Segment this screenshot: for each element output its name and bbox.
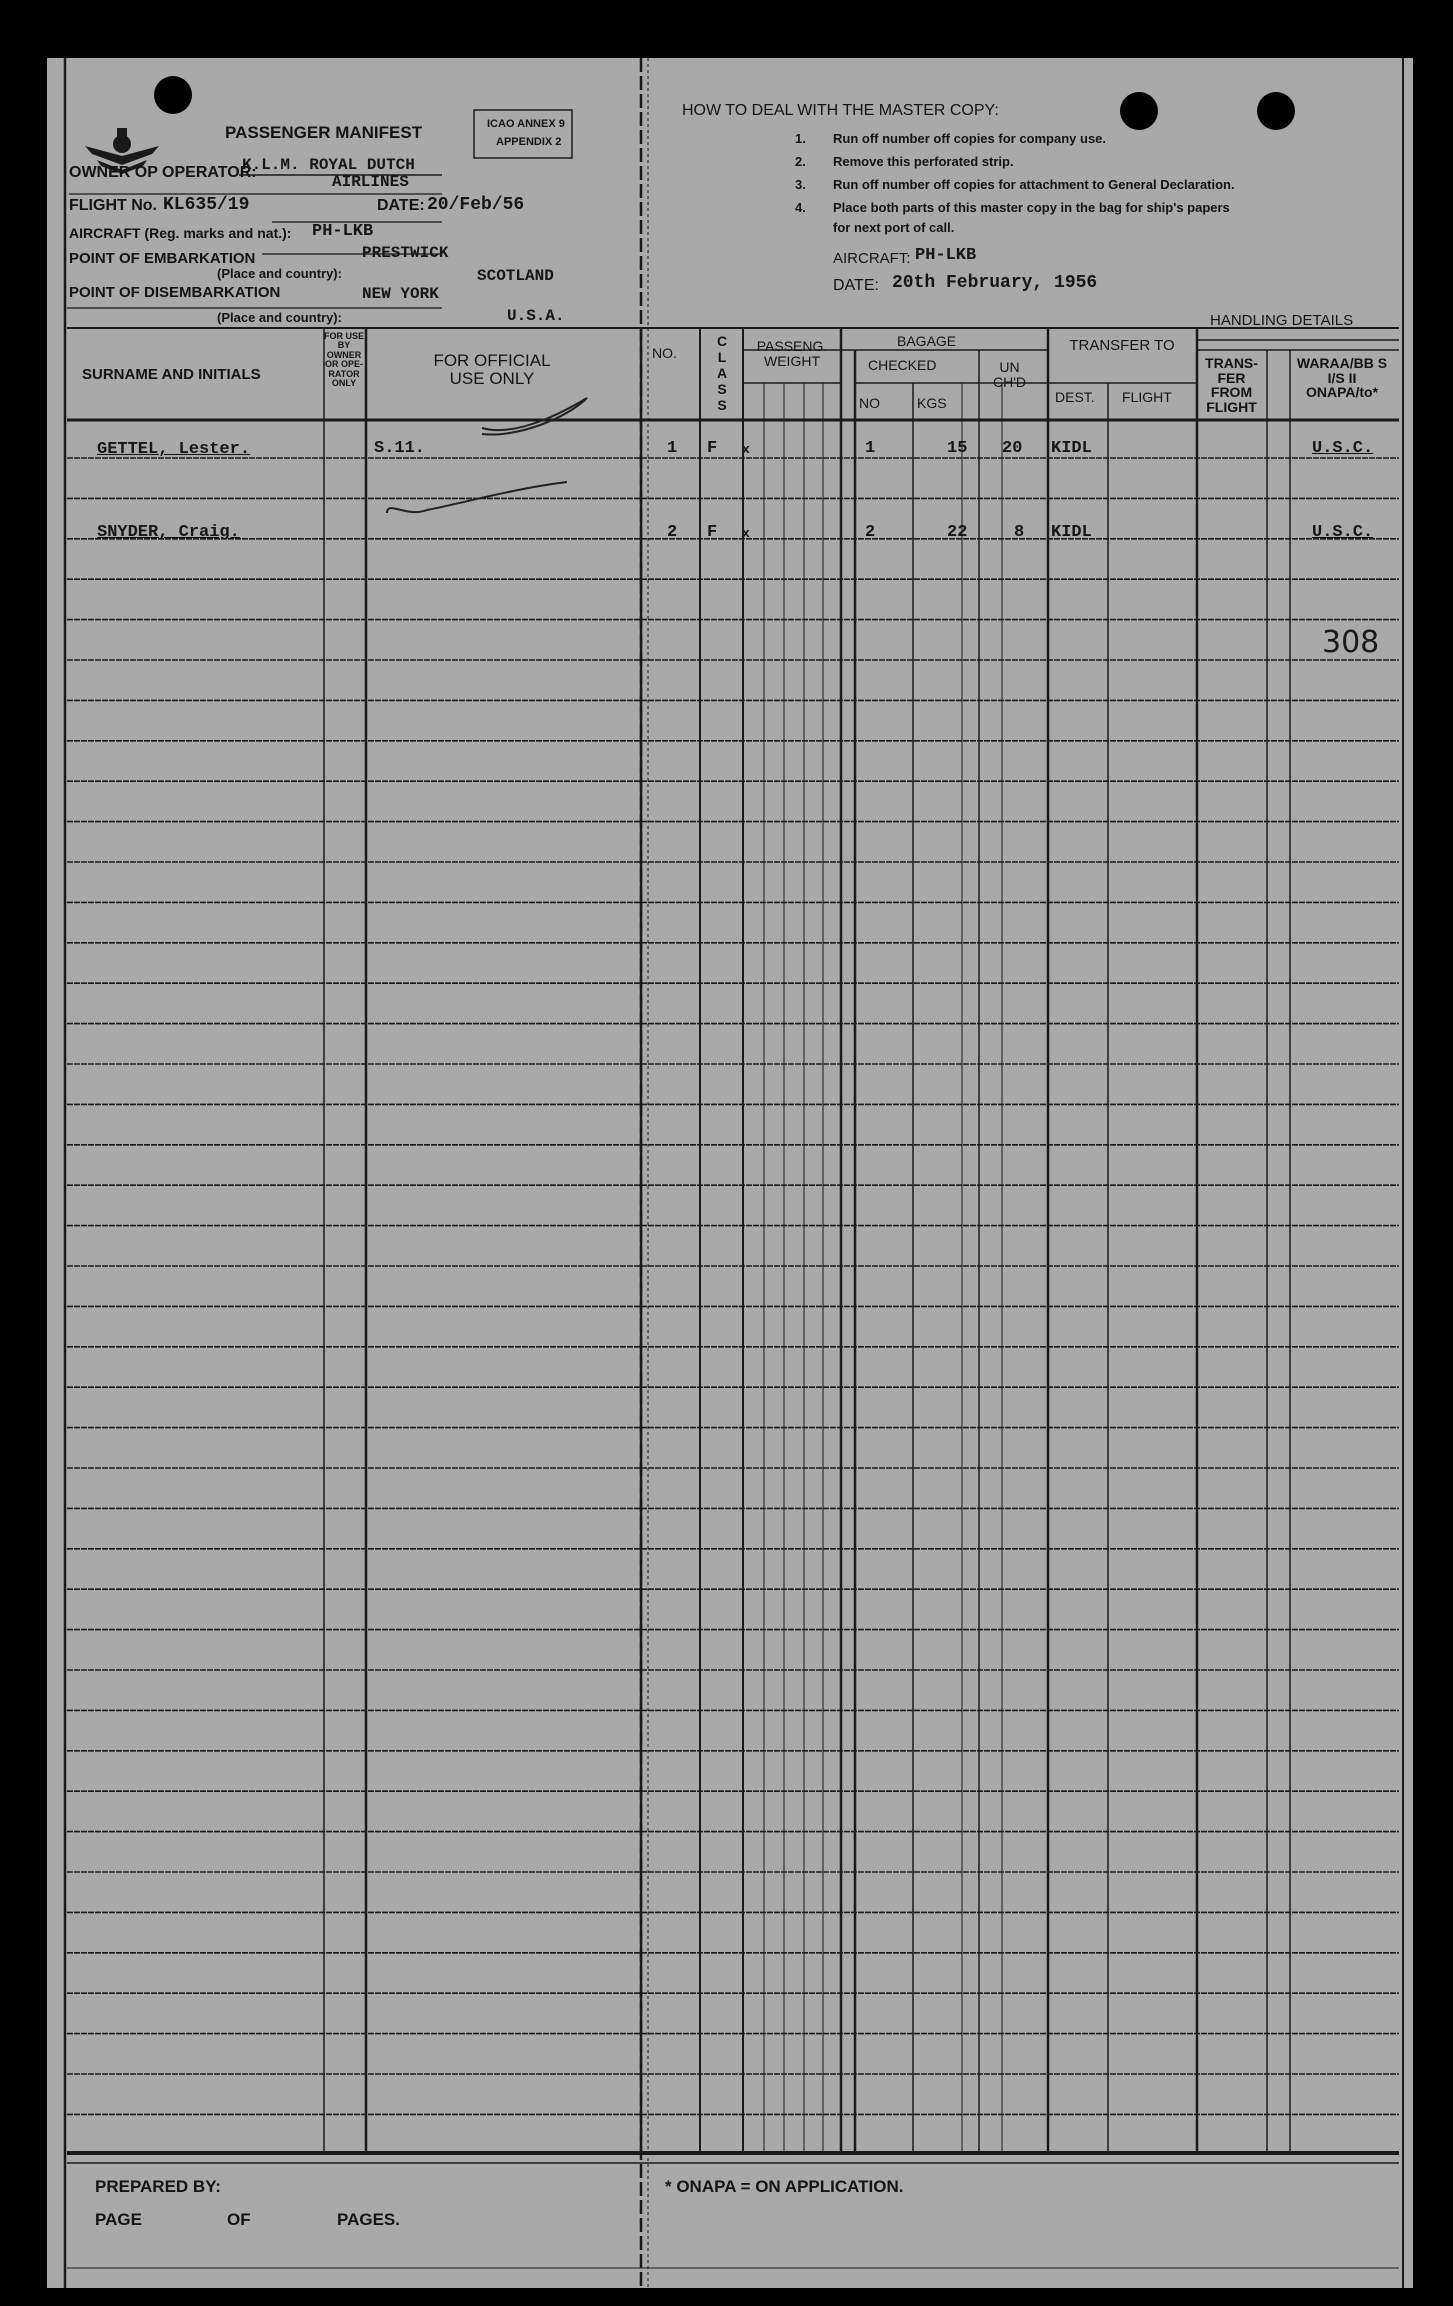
col-handling: HANDLING DETAILS bbox=[1210, 312, 1354, 329]
bag-kgs: 15 bbox=[947, 439, 968, 458]
col-waraa: WARAA/BB S I/S II ONAPA/to* bbox=[1296, 355, 1388, 401]
prepared-by: PREPARED BY: bbox=[95, 2177, 221, 2196]
onapa-note: * ONAPA = ON APPLICATION. bbox=[665, 2177, 904, 2196]
flight-label: FLIGHT No. bbox=[69, 197, 157, 214]
aircraft-value: PH-LKB bbox=[312, 222, 374, 241]
instruction-num: 3. bbox=[795, 177, 806, 192]
class-header-letter: L bbox=[717, 349, 727, 365]
copy-aircraft-label: AIRCRAFT: bbox=[833, 250, 911, 267]
owner-value2: AIRLINES bbox=[332, 173, 409, 191]
instruction-text: Run off number off copies for attachment to General Declaration. bbox=[833, 177, 1235, 192]
col-weight: PASSENG. WEIGHT bbox=[756, 338, 828, 369]
col-dest: DEST. bbox=[1055, 389, 1095, 405]
passenger-no: 1 bbox=[667, 439, 678, 458]
flight-value: KL635/19 bbox=[163, 195, 250, 215]
instruction-text: Run off number off copies for company use. bbox=[833, 131, 1107, 146]
passenger-class: F bbox=[707, 523, 718, 542]
of-label: OF bbox=[227, 2210, 251, 2229]
passenger-no: 2 bbox=[667, 523, 678, 542]
annex-line2: APPENDIX 2 bbox=[496, 136, 562, 148]
embark-value: PRESTWICK bbox=[362, 244, 449, 262]
punch-hole bbox=[1120, 92, 1158, 130]
embark-sub: (Place and country): bbox=[217, 266, 342, 281]
disembark-value: NEW YORK bbox=[362, 285, 439, 303]
col-official-use: FOR OFFICIAL USE ONLY bbox=[433, 351, 551, 388]
instruction-text: Place both parts of this master copy in the bag for ship's papers bbox=[833, 200, 1230, 215]
embark-value2: SCOTLAND bbox=[477, 267, 554, 285]
class-header-letter: S bbox=[717, 397, 727, 413]
disembark-label: POINT OF DISEMBARKATION bbox=[69, 284, 281, 301]
bag-no: 1 bbox=[865, 439, 876, 458]
passenger-class: F bbox=[707, 439, 718, 458]
col-no: NO. bbox=[652, 345, 677, 361]
owner-value: K.L.M. ROYAL DUTCH bbox=[242, 156, 415, 174]
manifest-sheet bbox=[47, 58, 1413, 2288]
col-checked: CHECKED bbox=[868, 357, 937, 373]
owner-label: OWNER OP OPERATOR: bbox=[69, 164, 257, 181]
aircraft-label: AIRCRAFT (Reg. marks and nat.): bbox=[69, 225, 292, 241]
pages-label: PAGES. bbox=[337, 2210, 400, 2229]
annex-line1: ICAO ANNEX 9 bbox=[487, 118, 565, 130]
handling-code: U.S.C. bbox=[1312, 523, 1374, 542]
bag-unchecked: 20 bbox=[1002, 439, 1023, 458]
copy-date-label: DATE: bbox=[833, 277, 879, 294]
col-owner-use: FOR USE BY OWNER OR OPE-RATOR ONLY bbox=[324, 331, 365, 389]
col-transfer-from: TRANS-FER FROM FLIGHT bbox=[1205, 355, 1258, 416]
disembark-value2: U.S.A. bbox=[507, 307, 565, 325]
passenger-weight: x bbox=[742, 442, 750, 457]
passenger-weight: x bbox=[742, 526, 750, 541]
page-number: 308 bbox=[1322, 625, 1380, 660]
instruction-text: for next port of call. bbox=[833, 220, 955, 235]
col-flight: FLIGHT bbox=[1122, 389, 1172, 405]
col-surname: SURNAME AND INITIALS bbox=[82, 366, 261, 383]
passenger-name: GETTEL, Lester. bbox=[97, 440, 251, 459]
instruction-num: 2. bbox=[795, 154, 806, 169]
copy-aircraft-value: PH-LKB bbox=[915, 246, 977, 265]
page-label: PAGE bbox=[95, 2210, 142, 2229]
handling-code: U.S.C. bbox=[1312, 439, 1374, 458]
class-header-letter: A bbox=[716, 365, 728, 381]
class-header-letter: S bbox=[717, 381, 727, 397]
passenger-name: SNYDER, Craig. bbox=[97, 523, 240, 542]
instruction-num: 1. bbox=[795, 131, 806, 146]
copy-date-value: 20th February, 1956 bbox=[892, 273, 1098, 293]
class-header-letter: C bbox=[716, 333, 728, 349]
col-checked-no: NO bbox=[859, 395, 880, 411]
instructions-title: HOW TO DEAL WITH THE MASTER COPY: bbox=[682, 102, 999, 119]
pen-stroke bbox=[482, 398, 587, 435]
transfer-dest: KIDL bbox=[1051, 439, 1092, 458]
col-unchecked: UN CH'D bbox=[992, 359, 1026, 390]
owner-use-value: S.11. bbox=[374, 439, 426, 458]
col-checked-kgs: KGS bbox=[917, 395, 947, 411]
punch-hole bbox=[1257, 92, 1295, 130]
date-value: 20/Feb/56 bbox=[427, 195, 525, 215]
pen-stroke bbox=[387, 482, 567, 513]
col-bagage: BAGAGE bbox=[897, 333, 957, 349]
transfer-dest: KIDL bbox=[1051, 523, 1092, 542]
embark-label: POINT OF EMBARKATION bbox=[69, 250, 256, 267]
date-label: DATE: bbox=[377, 197, 425, 214]
bag-no: 2 bbox=[865, 523, 876, 542]
instruction-num: 4. bbox=[795, 200, 806, 215]
instruction-text: Remove this perforated strip. bbox=[833, 154, 1014, 169]
col-transfer: TRANSFER TO bbox=[1069, 337, 1175, 354]
form-title: PASSENGER MANIFEST bbox=[225, 123, 423, 142]
punch-hole bbox=[154, 76, 192, 114]
bag-kgs: 22 bbox=[947, 523, 968, 542]
disembark-sub: (Place and country): bbox=[217, 310, 342, 325]
bag-unchecked: 8 bbox=[1014, 523, 1025, 542]
